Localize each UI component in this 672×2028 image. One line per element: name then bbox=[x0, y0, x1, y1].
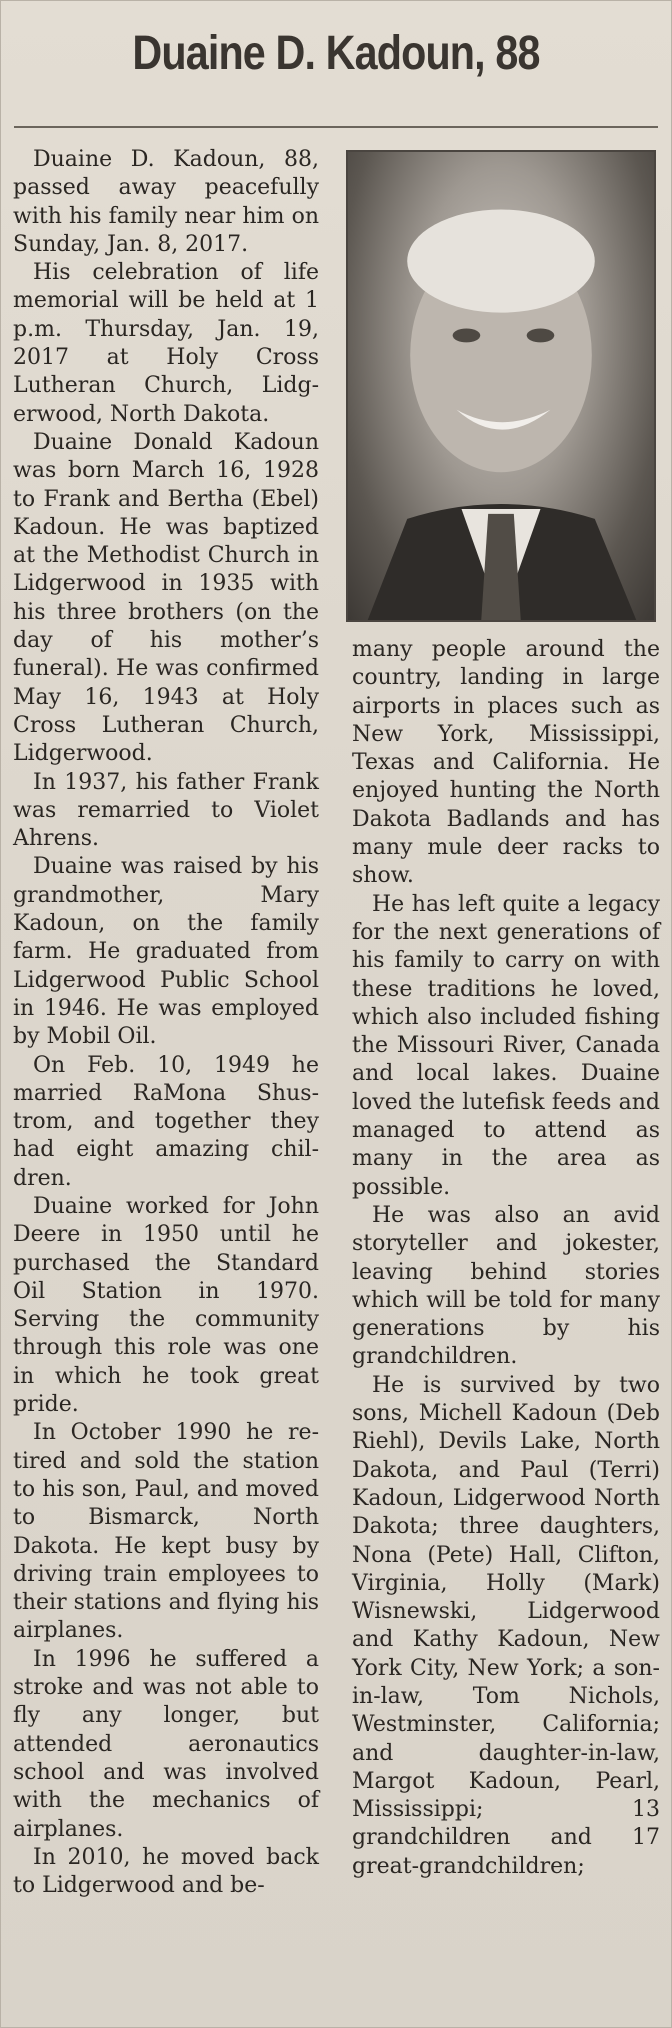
paragraph: many people around the country, landing in large airports in places such as New York, Mississippi, Texas and California. He enjoyed hunting the North Dakota Badlands and has many mule deer racks to show. bbox=[352, 637, 660, 889]
portrait-figure bbox=[348, 152, 654, 620]
paragraph: He was also an avid storyteller and jokester, leaving behind stories which will be told for many generations by his grandchildren. bbox=[352, 1202, 660, 1370]
paragraph: Duaine D. Kadoun, 88, passed away peacefully with his family near him on Sunday, Jan. 8, 2017. bbox=[13, 147, 319, 257]
paragraph: On Feb. 10, 1949 he married RaMona Shustrom, and together they had eight amazing children. bbox=[13, 1052, 319, 1191]
paragraph: In 1996 he suffered a stroke and was not able to fly any longer, but attended aeronautics school and was involved with the mechanics of airplanes. bbox=[13, 1646, 319, 1842]
headline-rule bbox=[14, 126, 658, 128]
obituary-headline: Duaine D. Kadoun, 88 bbox=[132, 27, 540, 80]
paragraph: He has left quite a legacy for the next generations of his family to carry on with these traditions he loved, which also included fishing the Missouri River, Canada and local lakes. Duaine loved the lutefisk feeds and managed to attend as many in the area as possible. bbox=[352, 891, 660, 1200]
paragraph: In 1937, his father Frank was remarried to Violet Ahrens. bbox=[13, 769, 319, 852]
left-column bbox=[13, 146, 319, 1900]
paragraph: His celebration of life memorial will be held at 1 p.m. Thursday, Jan. 19, 2017 at Holy Cross Lutheran Church, Lidgerwood, North Dakota. bbox=[13, 260, 319, 427]
portrait-photo bbox=[346, 150, 656, 622]
paragraph: In 2010, he moved back to Lidgerwood and be- bbox=[13, 1844, 319, 1899]
paragraph: Duaine was raised by his grandmother, Mary Kadoun, on the family farm. He graduated from Lidgerwood Public School in 1946. He was employed by Mobil Oil. bbox=[13, 854, 319, 1050]
paragraph: In October 1990 he retired and sold the station to his son, Paul, and moved to Bismarck, North Dakota. He kept busy by driving train employees to their stations and flying his airplanes. bbox=[13, 1420, 319, 1644]
paragraph: Duaine worked for John Deere in 1950 until he purchased the Standard Oil Station in 1970. Serving the community through this role was one in which he took great pride. bbox=[13, 1193, 319, 1418]
right-column bbox=[352, 636, 660, 1881]
paragraph: Duaine Donald Kadoun was born March 16, 1928 to Frank and Bertha (Ebel) Kadoun. He was baptized at the Methodist Church in Lidgerwood in 1935 with his three brothers (on the day of his mother’s funeral). He was confirmed May 16, 1943 at Holy Cross Lutheran Church, Lidgerwood. bbox=[13, 429, 319, 767]
paragraph: He is survived by two sons, Michell Kadoun (Deb Riehl), Devils Lake, North Dakota, and Paul (Terri) Kadoun, Lidgerwood North Dakota; three daughters, Nona (Pete) Hall, Clifton, Virginia, Holly (Mark) Wisnewski, Lidgerwood and Kathy Kadoun, New York City, New York; a son-in-law, Tom Nichols, Westminster, California; and daughter-in-law, Margot Kadoun, Pearl, Mississippi; 13 grandchildren and 17 great-grandchildren; bbox=[352, 1372, 660, 1879]
